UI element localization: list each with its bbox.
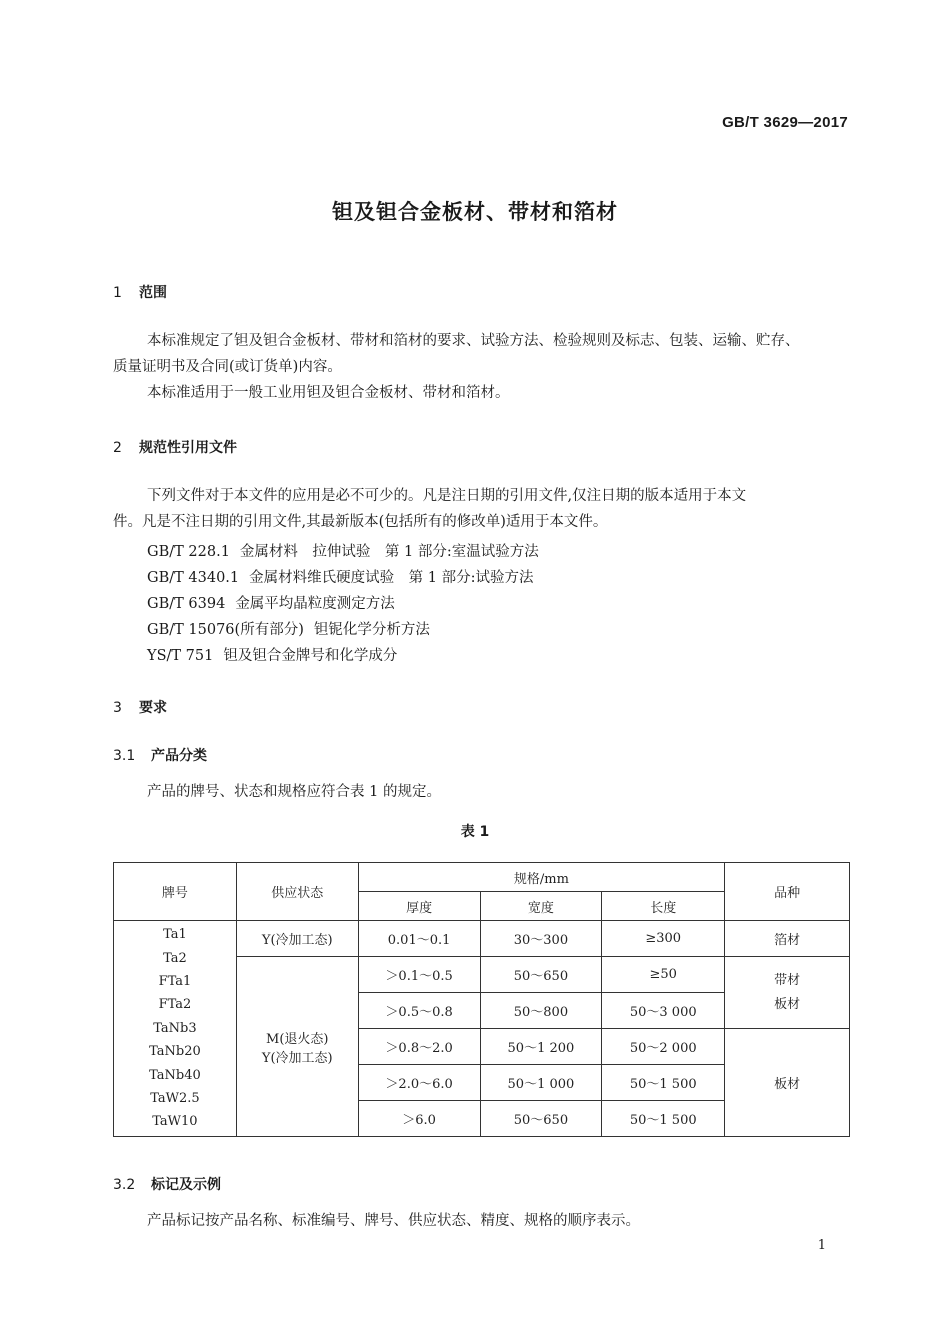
reference-item	[147, 566, 533, 587]
section-title: 范围	[139, 285, 167, 301]
thickness-cell: ＞0.1～0.5	[358, 957, 480, 993]
page-title: 钽及钽合金板材、带材和箔材	[332, 200, 618, 224]
section-2-heading	[113, 437, 237, 457]
grade-item: Ta2	[163, 950, 187, 966]
variety-cell	[725, 957, 850, 1029]
section-number: 3.2	[113, 1177, 136, 1193]
reference-name: 钽及钽合金牌号和化学成分	[223, 648, 398, 664]
grade-item: FTa2	[158, 997, 192, 1013]
width-cell: 50～650	[480, 957, 602, 993]
variety-line: 带材	[774, 972, 801, 988]
state-line: M(退火态)	[266, 1031, 329, 1047]
paragraph-line: 下列文件对于本文件的应用是必不可少的。凡是注日期的引用文件,仅注日期的版本适用于本文	[147, 488, 747, 504]
thickness-cell: ＞0.5～0.8	[358, 993, 480, 1029]
section-3-heading	[113, 697, 167, 717]
section-1-heading	[113, 282, 167, 302]
specification-table	[113, 862, 850, 1137]
width-cell: 50～1 000	[480, 1065, 602, 1101]
paragraph-line: 产品的牌号、状态和规格应符合表 1 的规定。	[147, 784, 441, 800]
section-number: 3	[113, 700, 122, 716]
section-3-1-heading	[113, 745, 207, 765]
reference-name: 金属平均晶粒度测定方法	[235, 596, 395, 612]
grade-cell	[114, 921, 237, 1137]
header-state: 供应状态	[236, 863, 358, 921]
grade-item: TaW10	[152, 1114, 198, 1130]
width-cell: 30～300	[480, 921, 602, 957]
section-2-paragraph	[113, 483, 850, 535]
table-caption: 表 1	[460, 824, 490, 840]
section-title: 要求	[139, 700, 167, 716]
header-thickness: 厚度	[358, 892, 480, 921]
thickness-cell: ＞2.0～6.0	[358, 1065, 480, 1101]
header-spec: 规格/mm	[358, 863, 724, 892]
paragraph-line: 件。凡是不注日期的引用文件,其最新版本(包括所有的修改单)适用于本文件。	[113, 514, 608, 530]
reference-code: GB/T 4340.1	[147, 570, 240, 586]
length-cell: 50～3 000	[602, 993, 725, 1029]
section-number: 1	[113, 285, 122, 301]
reference-item	[147, 592, 395, 613]
grade-item: TaNb3	[153, 1020, 197, 1036]
section-3-2-paragraph	[113, 1208, 850, 1234]
reference-code: GB/T 6394	[147, 596, 226, 612]
width-cell: 50～650	[480, 1101, 602, 1137]
reference-code: YS/T 751	[147, 648, 214, 664]
length-cell: ≥300	[602, 921, 725, 957]
paragraph-line: 产品标记按产品名称、标准编号、牌号、供应状态、精度、规格的顺序表示。	[147, 1213, 640, 1229]
grade-item: TaNb40	[149, 1067, 201, 1083]
thickness-cell: 0.01～0.1	[358, 921, 480, 957]
header-length: 长度	[602, 892, 725, 921]
section-number: 2	[113, 440, 122, 456]
header-grade: 牌号	[114, 863, 237, 921]
state-line: Y(冷加工态)	[261, 1050, 333, 1066]
length-cell: ≥50	[602, 957, 725, 993]
reference-name: 金属材料 拉伸试验 第 1 部分:室温试验方法	[239, 544, 539, 560]
page-number: 1	[817, 1238, 826, 1253]
standard-number: GB/T 3629—2017	[722, 114, 848, 131]
section-3-2-heading	[113, 1174, 221, 1194]
section-3-1-paragraph	[113, 779, 850, 805]
width-cell: 50～800	[480, 993, 602, 1029]
variety-cell: 板材	[725, 1029, 850, 1137]
width-cell: 50～1 200	[480, 1029, 602, 1065]
variety-line: 板材	[774, 996, 801, 1012]
state-cell: Y(冷加工态)	[236, 921, 358, 957]
paragraph-line: 质量证明书及合同(或订货单)内容。	[113, 359, 342, 375]
section-title: 标记及示例	[151, 1177, 221, 1193]
reference-item	[147, 644, 397, 665]
length-cell: 50～2 000	[602, 1029, 725, 1065]
table-header-row	[114, 863, 850, 892]
length-cell: 50～1 500	[602, 1101, 725, 1137]
paragraph-line: 本标准规定了钽及钽合金板材、带材和箔材的要求、试验方法、检验规则及标志、包装、运输、贮存、	[147, 333, 800, 349]
grade-item: FTa1	[158, 973, 192, 989]
section-title: 产品分类	[151, 748, 207, 764]
reference-code: GB/T 15076(所有部分)	[147, 622, 304, 638]
reference-name: 金属材料维氏硬度试验 第 1 部分:试验方法	[249, 570, 534, 586]
section-1-paragraph	[113, 328, 850, 406]
thickness-cell: ＞6.0	[358, 1101, 480, 1137]
reference-item	[147, 540, 539, 561]
grade-item: TaNb20	[149, 1044, 201, 1060]
reference-item	[147, 618, 430, 639]
grade-item: Ta1	[163, 927, 187, 943]
header-variety: 品种	[725, 863, 850, 921]
table-row	[114, 921, 850, 957]
length-cell: 50～1 500	[602, 1065, 725, 1101]
section-number: 3.1	[113, 748, 136, 764]
reference-code: GB/T 228.1	[147, 544, 230, 560]
paragraph-line: 本标准适用于一般工业用钽及钽合金板材、带材和箔材。	[147, 385, 510, 401]
state-cell	[236, 957, 358, 1137]
section-title: 规范性引用文件	[139, 440, 237, 456]
grade-item: TaW2.5	[150, 1091, 200, 1107]
header-width: 宽度	[480, 892, 602, 921]
variety-cell: 箔材	[725, 921, 850, 957]
reference-name: 钽铌化学分析方法	[313, 622, 430, 638]
thickness-cell: ＞0.8～2.0	[358, 1029, 480, 1065]
